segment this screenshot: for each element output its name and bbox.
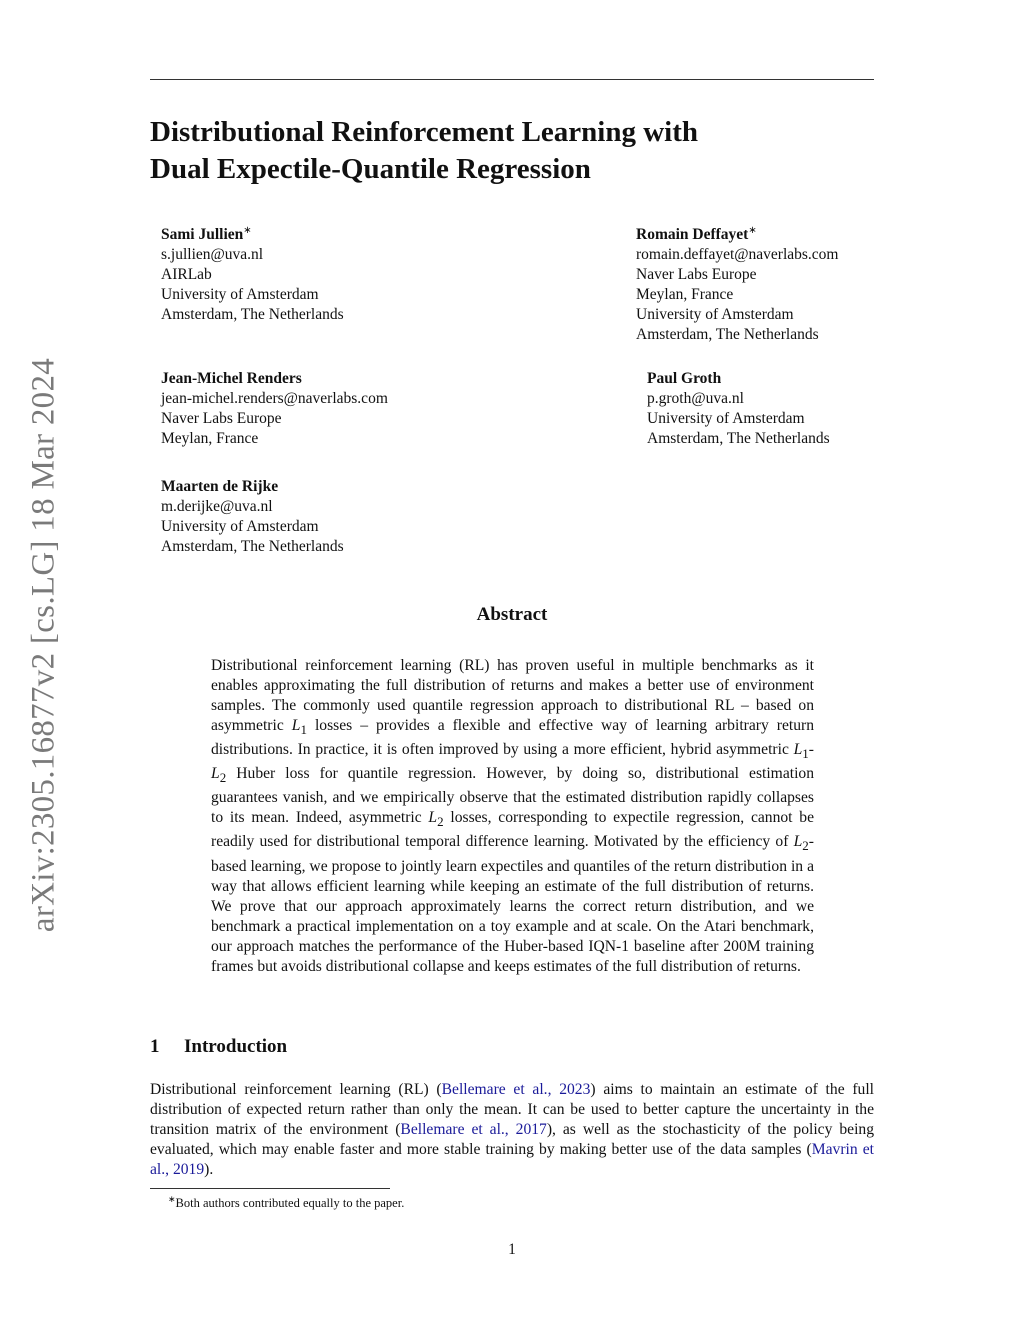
author-block xyxy=(636,221,839,345)
author-affiliation: University of Amsterdam xyxy=(647,410,805,427)
author-affiliation: Naver Labs Europe xyxy=(636,266,757,284)
arxiv-stamp[interactable]: arXiv:2305.16877v2 [cs.LG] 18 Mar 2024 xyxy=(25,357,62,933)
math-subscript: 2 xyxy=(437,814,444,830)
footnote-text: Both authors contributed equally to the paper. xyxy=(175,1196,405,1211)
abstract-sentence: Huber loss for quantile regression. However, by doing so, distributional estimation guarantees vanish, and we empirically observe that the estimated distribution rapidly collapses to its mean. Indeed, asymmetric xyxy=(211,765,814,827)
math-symbol: L xyxy=(793,741,803,759)
footnote-mark: ∗ xyxy=(168,1194,176,1204)
author-affiliation: Meylan, France xyxy=(161,430,259,447)
abstract-sentence: losses – provides a flexible and effective way of learning arbitrary return distributions. In practice, it is often improved by using a more efficient, hybrid asymmetric xyxy=(211,717,814,759)
section-title: Introduction xyxy=(184,1036,288,1057)
author-block xyxy=(161,477,344,557)
math-symbol: L xyxy=(211,765,220,783)
equal-contribution-mark: ∗ xyxy=(748,225,757,236)
body-text: ) aims to maintain an estimate of the full distribution of expected return rather than only the mean. It can be used to better capture the uncertainty in the transition matrix of the environment ( xyxy=(150,1081,875,1138)
author-block xyxy=(161,221,344,325)
math-subscript: 1 xyxy=(300,722,307,738)
body-text: Distributional reinforcement learning (RL) ( xyxy=(150,1081,442,1098)
header-rule xyxy=(150,79,874,80)
paper-title xyxy=(150,114,874,188)
author-affiliation: AIRLab xyxy=(161,266,212,284)
footnote-rule xyxy=(150,1188,390,1189)
author-name: Jean-Michel Renders xyxy=(161,370,302,387)
author-affiliation: Amsterdam, The Netherlands xyxy=(161,538,344,555)
section-number: 1 xyxy=(150,1036,160,1057)
author-email[interactable]: s.jullien@uva.nl xyxy=(161,246,264,264)
author-affiliation: Meylan, France xyxy=(636,286,734,304)
author-email[interactable]: p.groth@uva.nl xyxy=(647,390,744,407)
math-symbol: L xyxy=(291,717,301,734)
math-subscript: 2 xyxy=(219,770,227,786)
author-affiliation: Naver Labs Europe xyxy=(161,410,282,427)
abstract-heading: Abstract xyxy=(476,604,548,625)
author-email[interactable]: jean-michel.renders@naverlabs.com xyxy=(161,390,388,407)
author-affiliation: University of Amsterdam xyxy=(636,306,794,324)
author-affiliation: University of Amsterdam xyxy=(161,286,319,304)
abstract-sentence: losses, corresponding to expectile regression, cannot be readily used for distributional temporal difference learning. Motivated by the efficiency of xyxy=(211,809,814,851)
author-name: Paul Groth xyxy=(647,370,722,387)
author-email[interactable]: m.derijke@uva.nl xyxy=(161,498,273,515)
body-text: ). xyxy=(204,1161,214,1178)
citation-link[interactable]: Mavrin et al., 2019 xyxy=(150,1141,875,1178)
math-subscript: 1 xyxy=(802,746,809,762)
title-line-1: Distributional Reinforcement Learning with xyxy=(150,116,699,148)
section-heading xyxy=(150,1036,287,1058)
title-line-2: Dual Expectile-Quantile Regression xyxy=(150,153,591,185)
equal-contribution-mark: ∗ xyxy=(243,225,252,236)
citation-link[interactable]: Bellemare et al., 2023 xyxy=(441,1081,591,1098)
abstract-sentence: -based learning, we propose to jointly learn expectiles and quantiles of the return distribution in a way that allows efficient learning while keeping an estimate of the full distribution of returns. We prove that our approach approximately learns the correct return distribution, and we benchmark a practical implementation on a toy example and at scale. On the Atari benchmark, our approach matches the performance of the Huber-based IQN-1 baseline after 200M training frames but avoids distributional collapse and keeps estimates of the full distribution of returns. xyxy=(211,833,814,975)
footnote xyxy=(168,1194,404,1211)
author-block xyxy=(647,369,830,449)
math-subscript: 2 xyxy=(802,838,809,854)
body-text: ), as well as the stochasticity of the policy being evaluated, which may enable faster and more stable training by making better use of the data samples ( xyxy=(150,1121,874,1158)
abstract-text: Distributional reinforcement learning (RL) has proven useful in multiple benchmarks as it enables approximating the full distribution of returns and makes a better use of environment samples. The commonly used quantile regression approach to distributional RL – based on asymmetric $L_1$ losses – provides a flexible and effective way of learning arbitrary return distributions. In practice, it is often improved by using a more efficient, hybrid asymmetric $L_1-L_2$ Huber loss for quantile regression. However, by doing so, distributional estimation guarantees vanish, and we empirically observe that the estimated distribution rapidly collapses to its mean. Indeed, asymmetric $L_2$ losses, corresponding to expectile regression, cannot be readily used for distributional temporal difference learning. Motivated by the efficiency of $L_2$-based learning, we propose to jointly learn expectiles and quantiles of the return distribution in a way that allows efficient learning while keeping an estimate of the full distribution of returns. We prove that our approach approximately learns the correct return distribution, and we benchmark a practical implementation on a toy example and at scale. On the Atari benchmark, our approach matches the performance of the Huber-based IQN-1 baseline after 200M training frames but avoids distributional collapse and keeps estimates of the full distribution of returns. xyxy=(211,657,814,975)
author-name: Sami Jullien xyxy=(161,226,244,244)
introduction-paragraph xyxy=(150,1080,874,1180)
author-affiliation: Amsterdam, The Netherlands xyxy=(161,306,344,324)
author-email[interactable]: romain.deffayet@naverlabs.com xyxy=(636,246,839,264)
author-name: Maarten de Rijke xyxy=(161,478,279,495)
citation-link[interactable]: Bellemare et al., 2017 xyxy=(400,1121,547,1138)
author-affiliation: University of Amsterdam xyxy=(161,518,319,535)
author-block xyxy=(161,369,388,449)
math-symbol: L xyxy=(428,809,438,827)
author-affiliation: Amsterdam, The Netherlands xyxy=(636,326,819,344)
page-number: 1 xyxy=(508,1241,516,1258)
author-name: Romain Deffayet xyxy=(636,226,749,244)
author-affiliation: Amsterdam, The Netherlands xyxy=(647,430,830,447)
math-symbol: L xyxy=(793,833,803,851)
abstract-sentence: Distributional reinforcement learning (RL) has proven useful in multiple benchmarks as it enables approximating the full distribution of returns and makes a better use of environment samples. The commonly used quantile regression approach to distributional RL – based on asymmetric xyxy=(211,657,814,734)
